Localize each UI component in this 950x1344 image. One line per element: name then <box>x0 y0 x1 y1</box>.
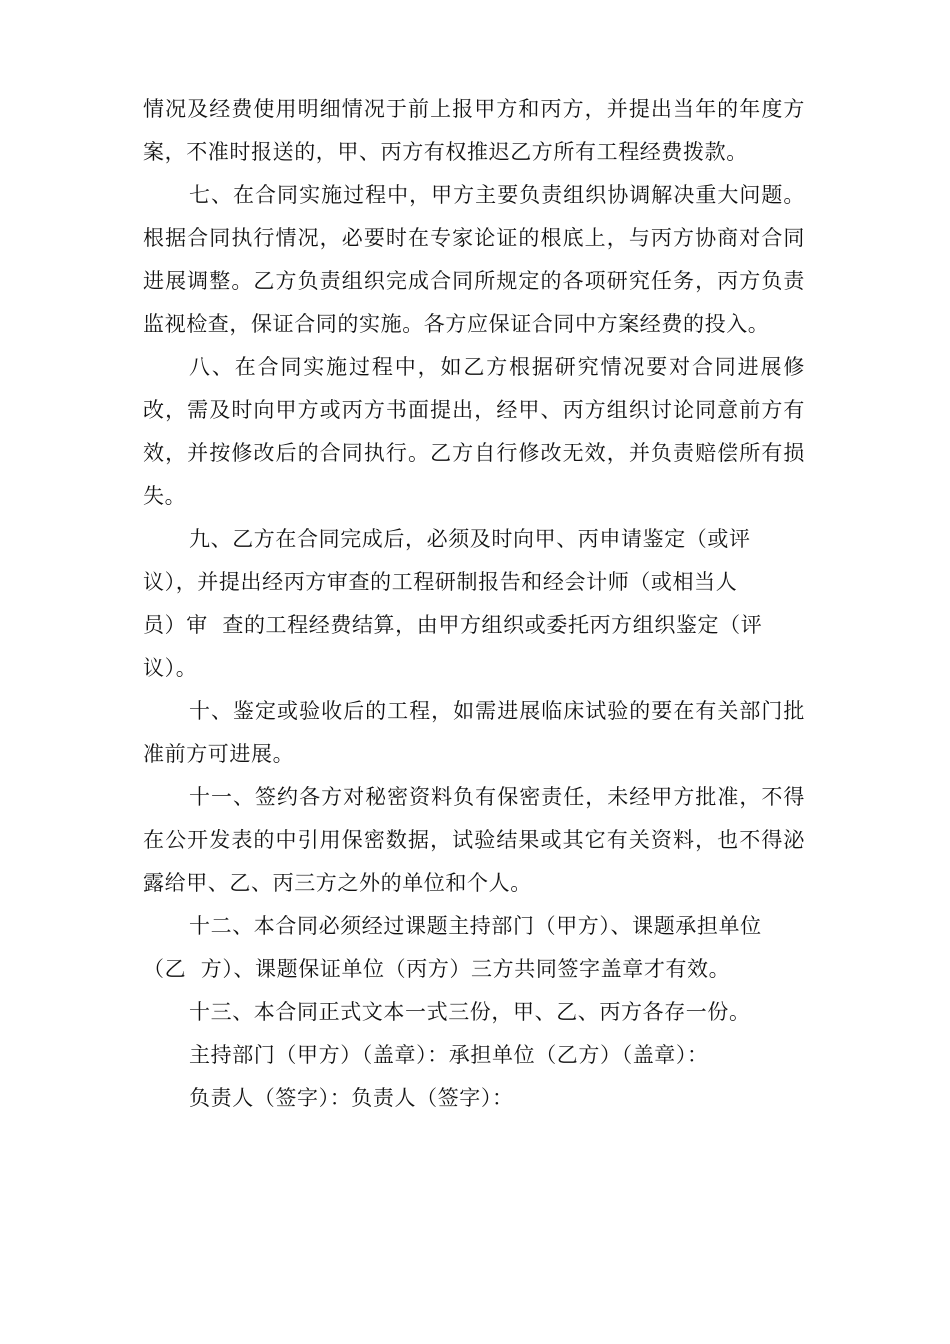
clause-12-line: （乙 方）、课题保证单位（丙方）三方共同签字盖章才有效。 <box>143 957 731 981</box>
signature-responsible-line: 负责人（签字）：负责人（签字）： <box>189 1086 514 1110</box>
paragraph-clause-13: 十三、本合同正式文本一式三份，甲、乙、丙方各存一份。 <box>189 1000 751 1024</box>
paragraph-clause-8: 八、在合同实施过程中，如乙方根据研究情况要对合同进展修改，需及时向甲方或丙方书面提出，经甲、丙方组织讨论同意前方有效，并按修改后的合同执行。乙方自行修改无效，并负责赔偿所有损失。 <box>143 355 805 508</box>
clause-9-line: 议）。 <box>143 656 198 680</box>
paragraph-clause-12 <box>143 905 805 991</box>
paragraph-continuation: 情况及经费使用明细情况于前上报甲方和丙方，并提出当年的年度方案，不准时报送的，甲、丙方有权推迟乙方所有工程经费拨款。 <box>143 97 805 164</box>
paragraph-clause-9 <box>143 518 805 690</box>
paragraph-clause-11: 十一、签约各方对秘密资料负有保密责任，未经甲方批准，不得在公开发表的中引用保密数据，试验结果或其它有关资料，也不得泌露给甲、乙、丙三方之外的单位和个人。 <box>143 785 805 895</box>
document-body <box>143 88 805 1120</box>
signature-parties-line: 主持部门（甲方）（盖章）：承担单位（乙方）（盖章）： <box>189 1043 709 1067</box>
clause-9-line: 九、乙方在合同完成后，必须及时向甲、丙申请鉴定（或评 <box>189 527 751 551</box>
paragraph-clause-10: 十、鉴定或验收后的工程，如需进展临床试验的要在有关部门批准前方可进展。 <box>143 699 805 766</box>
clause-9-line: 员）审 查的工程经费结算，由甲方组织或委托丙方组织鉴定（评 <box>143 613 763 637</box>
clause-12-line: 十二、本合同必须经过课题主持部门（甲方）、课题承担单位 <box>189 914 762 938</box>
clause-9-line: 议），并提出经丙方审查的工程研制报告和经会计师（或相当人 <box>143 570 738 594</box>
paragraph-clause-7: 七、在合同实施过程中，甲方主要负责组织协调解决重大问题。根据合同执行情况，必要时在专家论证的根底上，与丙方协商对合同进展调整。乙方负责组织完成合同所规定的各项研究任务，丙方负责监视检查，保证合同的实施。各方应保证合同中方案经费的投入。 <box>143 183 805 336</box>
